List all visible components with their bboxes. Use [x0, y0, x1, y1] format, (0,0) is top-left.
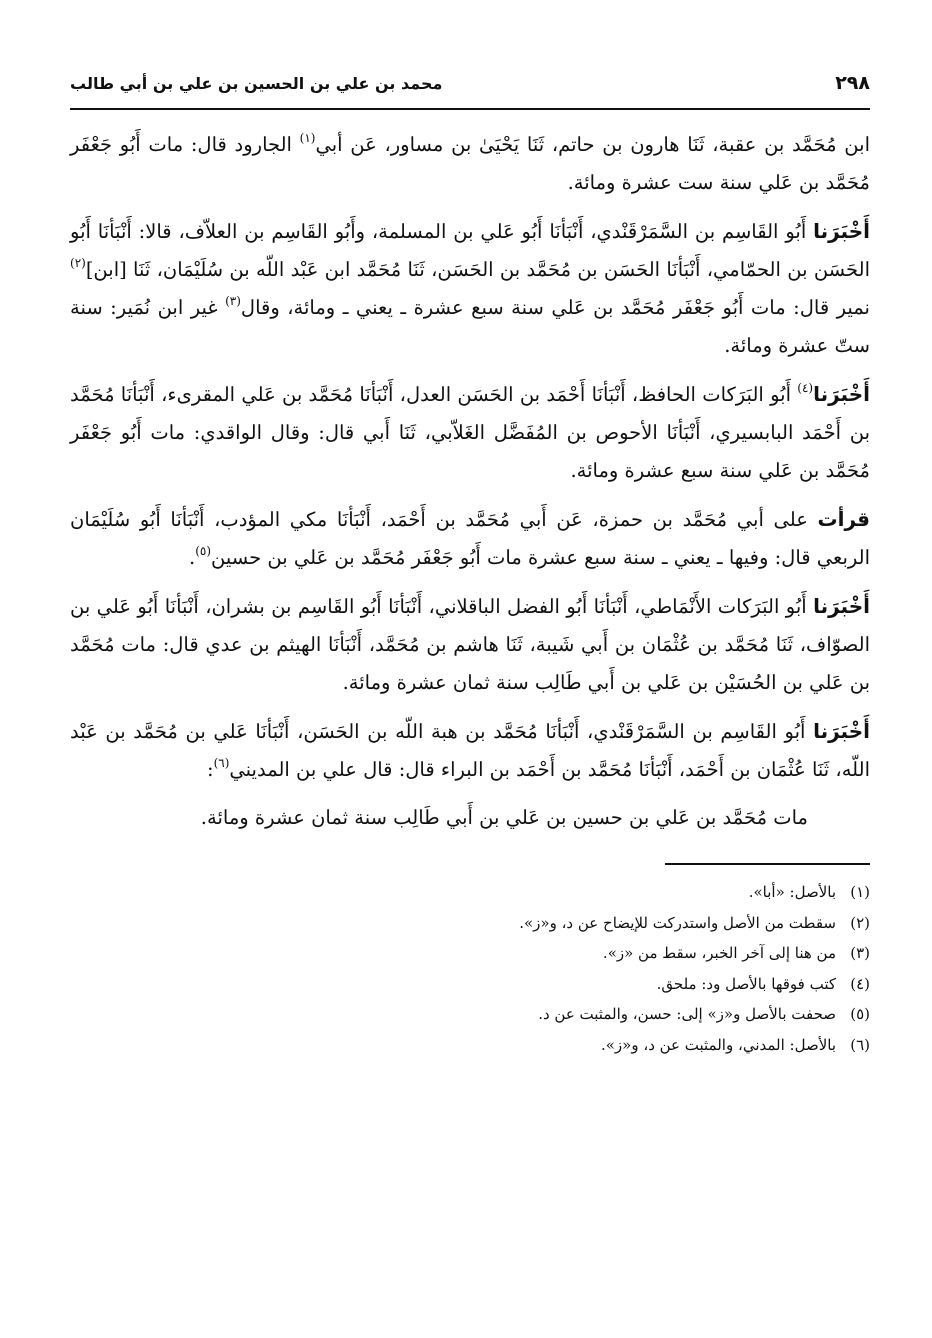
- paragraph-4: [70, 500, 870, 577]
- footnote-ref-3: (٣): [225, 294, 241, 308]
- paragraph-1: [70, 126, 870, 202]
- footnote-number: (٤): [850, 974, 870, 993]
- footnote-number: (٥): [850, 1005, 870, 1023]
- paragraph-lead-word: قرأت: [817, 507, 870, 531]
- footnote-ref-2: (٢): [70, 256, 86, 270]
- paragraph-text: غير ابن نُمَير: سنة ستّ عشرة ومائة.: [70, 296, 870, 357]
- footnote-3: [70, 938, 870, 969]
- paragraph-text: .: [188, 546, 196, 569]
- footnotes-list: [70, 877, 870, 1060]
- main-text: [70, 126, 870, 837]
- footnote-ref-1: (١): [299, 131, 316, 145]
- footnote-separator: [665, 863, 870, 865]
- footnote-4: [70, 969, 870, 1000]
- footnote-text: من هنا إلى آخر الخبر، سقط من «ز».: [602, 944, 836, 962]
- footnote-text: صحفت بالأصل و«ز» إلى: حسن، والمثبت عن د.: [538, 1005, 836, 1023]
- paragraph-text: أَبُو القَاسِم بن السَّمَرْقَنْدي، أَنْبَأنَا مُحَمَّد بن هبة اللّه بن الحَسَن، أَنْبَأنَا عَلي بن مُحَمَّد بن عَبْد اللّه، ثَنَا عُثْمَان بن أَحْمَد، أَنْبَأنَا مُحَمَّد بن أَحْمَد بن البراء قال: قال علي بن المديني: [70, 720, 870, 781]
- paragraph-text: أَبُو البَرَكات الحافظ، أَنْبَأنَا أَحْمَد بن الحَسَن العدل، أَنْبَأنَا مُحَمَّد بن عَلي المقرىء، أَنْبَأنَا مُحَمَّد بن أَحْمَد البابسيري، أَنْبَأنَا الأحوص بن المُفَضَّل الغَلاّبي، ثَنَا أَبي قال: وقال الواقدي: مات أَبُو جَعْفَر مُحَمَّد بن عَلي سنة سبع عشرة ومائة.: [70, 383, 870, 482]
- paragraph-lead-word: أَخْبَرَنا: [813, 219, 870, 243]
- paragraph-text: أَبُو القَاسِم بن السَّمَرْقَنْدي، أَنْبَأنَا أَبُو عَلي بن المسلمة، وأَبُو القَاسِم بن العلاّف، قالا: أَنْبَأنَا أَبُو الحَسَن بن الحمّامي، أَنْبَأنَا الحَسَن بن مُحَمَّد بن الحَسَن، ثَنَا مُحَمَّد ابن عَبْد اللّه بن سُلَيْمَان، ثَنَا [ابن]: [70, 220, 870, 281]
- paragraph-text: مات مُحَمَّد بن عَلي بن حسين بن عَلي بن أَبي طَالِب سنة ثمان عشرة ومائة.: [200, 806, 808, 829]
- paragraph-lead-word: أَخْبَرَنا: [813, 382, 870, 406]
- running-title: محمد بن علي بن الحسين بن علي بن أبي طالب: [70, 74, 443, 93]
- footnote-1: [70, 877, 870, 908]
- paragraph-lead-word: أَخْبَرَنا: [813, 719, 870, 743]
- header-rule: [70, 108, 870, 110]
- paragraph-text: الجارود قال: مات أَبُو جَعْفَر مُحَمَّد بن عَلي سنة ست عشرة ومائة.: [70, 133, 870, 194]
- footnote-6: [70, 1030, 870, 1061]
- footnote-text: سقطت من الأصل واستدركت للإيضاح عن د، و«ز».: [519, 913, 836, 932]
- footnote-number: (٦): [850, 1035, 870, 1054]
- book-page: [70, 68, 870, 1060]
- footnote-number: (١): [850, 883, 870, 901]
- page-header: [70, 68, 870, 112]
- paragraph-lead-word: أَخْبَرَنا: [813, 594, 870, 618]
- footnote-number: (٣): [850, 944, 870, 962]
- footnote-5: [70, 999, 870, 1030]
- paragraph-6: [70, 712, 870, 789]
- page-number: ٢٩٨: [835, 72, 870, 94]
- paragraph-5: [70, 587, 870, 702]
- paragraph-text: أَبُو البَرَكات الأَنْمَاطي، أَنْبَأنَا أَبُو الفضل الباقلاني، أَنْبَأنَا أَبُو القَاسِم بن بشران، أَنْبَأنَا أَبُو عَلي بن الصوّاف، ثَنَا مُحَمَّد بن عُثْمَان بن أَبي شَيبة، ثَنَا هاشم بن مُحَمَّد، أَنْبَأنَا الهيثم بن عدي قال: مات مُحَمَّد بن عَلي بن الحُسَيْن بن عَلي بن أَبي طَالِب سنة ثمان عشرة ومائة.: [70, 595, 870, 694]
- footnote-ref-5: (٥): [195, 544, 212, 558]
- paragraph-text: على أبي مُحَمَّد بن حمزة، عَن أَبي مُحَمَّد بن أَحْمَد، أَنْبَأنَا مكي المؤدب، أَنْبَأنَا أَبُو سُلَيْمَان الربعي قال: وفيها ـ يعني ـ سنة سبع عشرة مات أَبُو جَعْفَر مُحَمَّد بن عَلي بن حسين: [70, 508, 870, 569]
- footnote-2: [70, 908, 870, 939]
- footnote-text: كتب فوقها بالأصل ود: ملحق.: [656, 974, 836, 993]
- paragraph-2: [70, 212, 870, 365]
- footnote-number: (٢): [850, 913, 870, 932]
- footnote-text: بالأصل: «أبا».: [748, 883, 836, 901]
- paragraph-text: :: [207, 758, 214, 781]
- paragraph-text: ابن مُحَمَّد بن عقبة، ثَنَا هارون بن حاتم، ثَنَا يَحْيَىٰ بن مساور، عَن أبي: [315, 133, 870, 156]
- footnote-text: بالأصل: المدني، والمثبت عن د، و«ز».: [600, 1035, 836, 1054]
- footnote-ref-4: (٤): [797, 381, 814, 395]
- paragraph-3: [70, 375, 870, 490]
- footnote-ref-6: (٦): [213, 756, 230, 770]
- paragraph-7: [70, 799, 870, 837]
- paragraph-text: نمير قال: مات أَبُو جَعْفَر مُحَمَّد بن عَلي سنة سبع عشرة ـ يعني ـ ومائة، وقال: [240, 296, 870, 319]
